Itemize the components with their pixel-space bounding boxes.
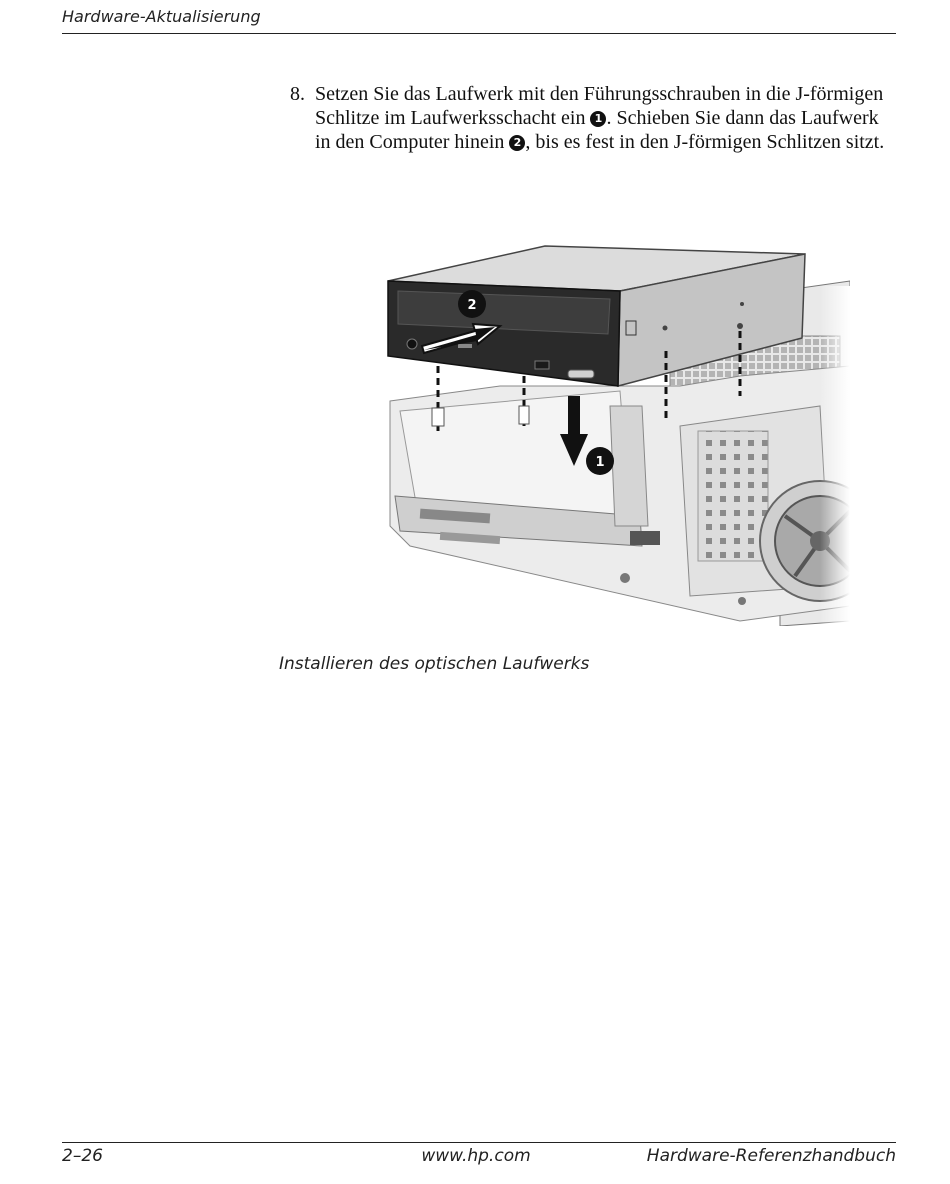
step-number: 8. (290, 83, 305, 105)
running-header: Hardware-Aktualisierung (62, 7, 261, 26)
step-text-part: . Schieben Sie dann das Laufwerk in den Computer hinein (315, 107, 879, 153)
callout-2-icon: 2 (509, 135, 525, 151)
footer-rule (62, 1142, 896, 1143)
drive-installation-illustration (380, 226, 850, 626)
callout-1-label: 1 (595, 455, 605, 470)
page-number: 2–26 (62, 1146, 103, 1166)
callout-2-badge (458, 290, 486, 318)
callout-1-icon: 1 (590, 111, 606, 127)
manual-title: Hardware-Referenzhandbuch (646, 1146, 896, 1166)
callout-2-label: 2 (467, 298, 477, 313)
instruction-step (290, 82, 890, 154)
footer-url: www.hp.com (421, 1146, 531, 1166)
step-text-part: Setzen Sie das Laufwerk mit den Führungsschrauben in die J-förmigen Schlitze im Laufwerksschacht ein (315, 83, 884, 129)
callout-1-badge (586, 447, 614, 475)
step-text (315, 82, 890, 154)
figure-caption: Installieren des optischen Laufwerks (279, 654, 590, 674)
step-text-part: , bis es fest in den J-förmigen Schlitzen sitzt. (525, 131, 885, 153)
header-rule (62, 33, 896, 34)
